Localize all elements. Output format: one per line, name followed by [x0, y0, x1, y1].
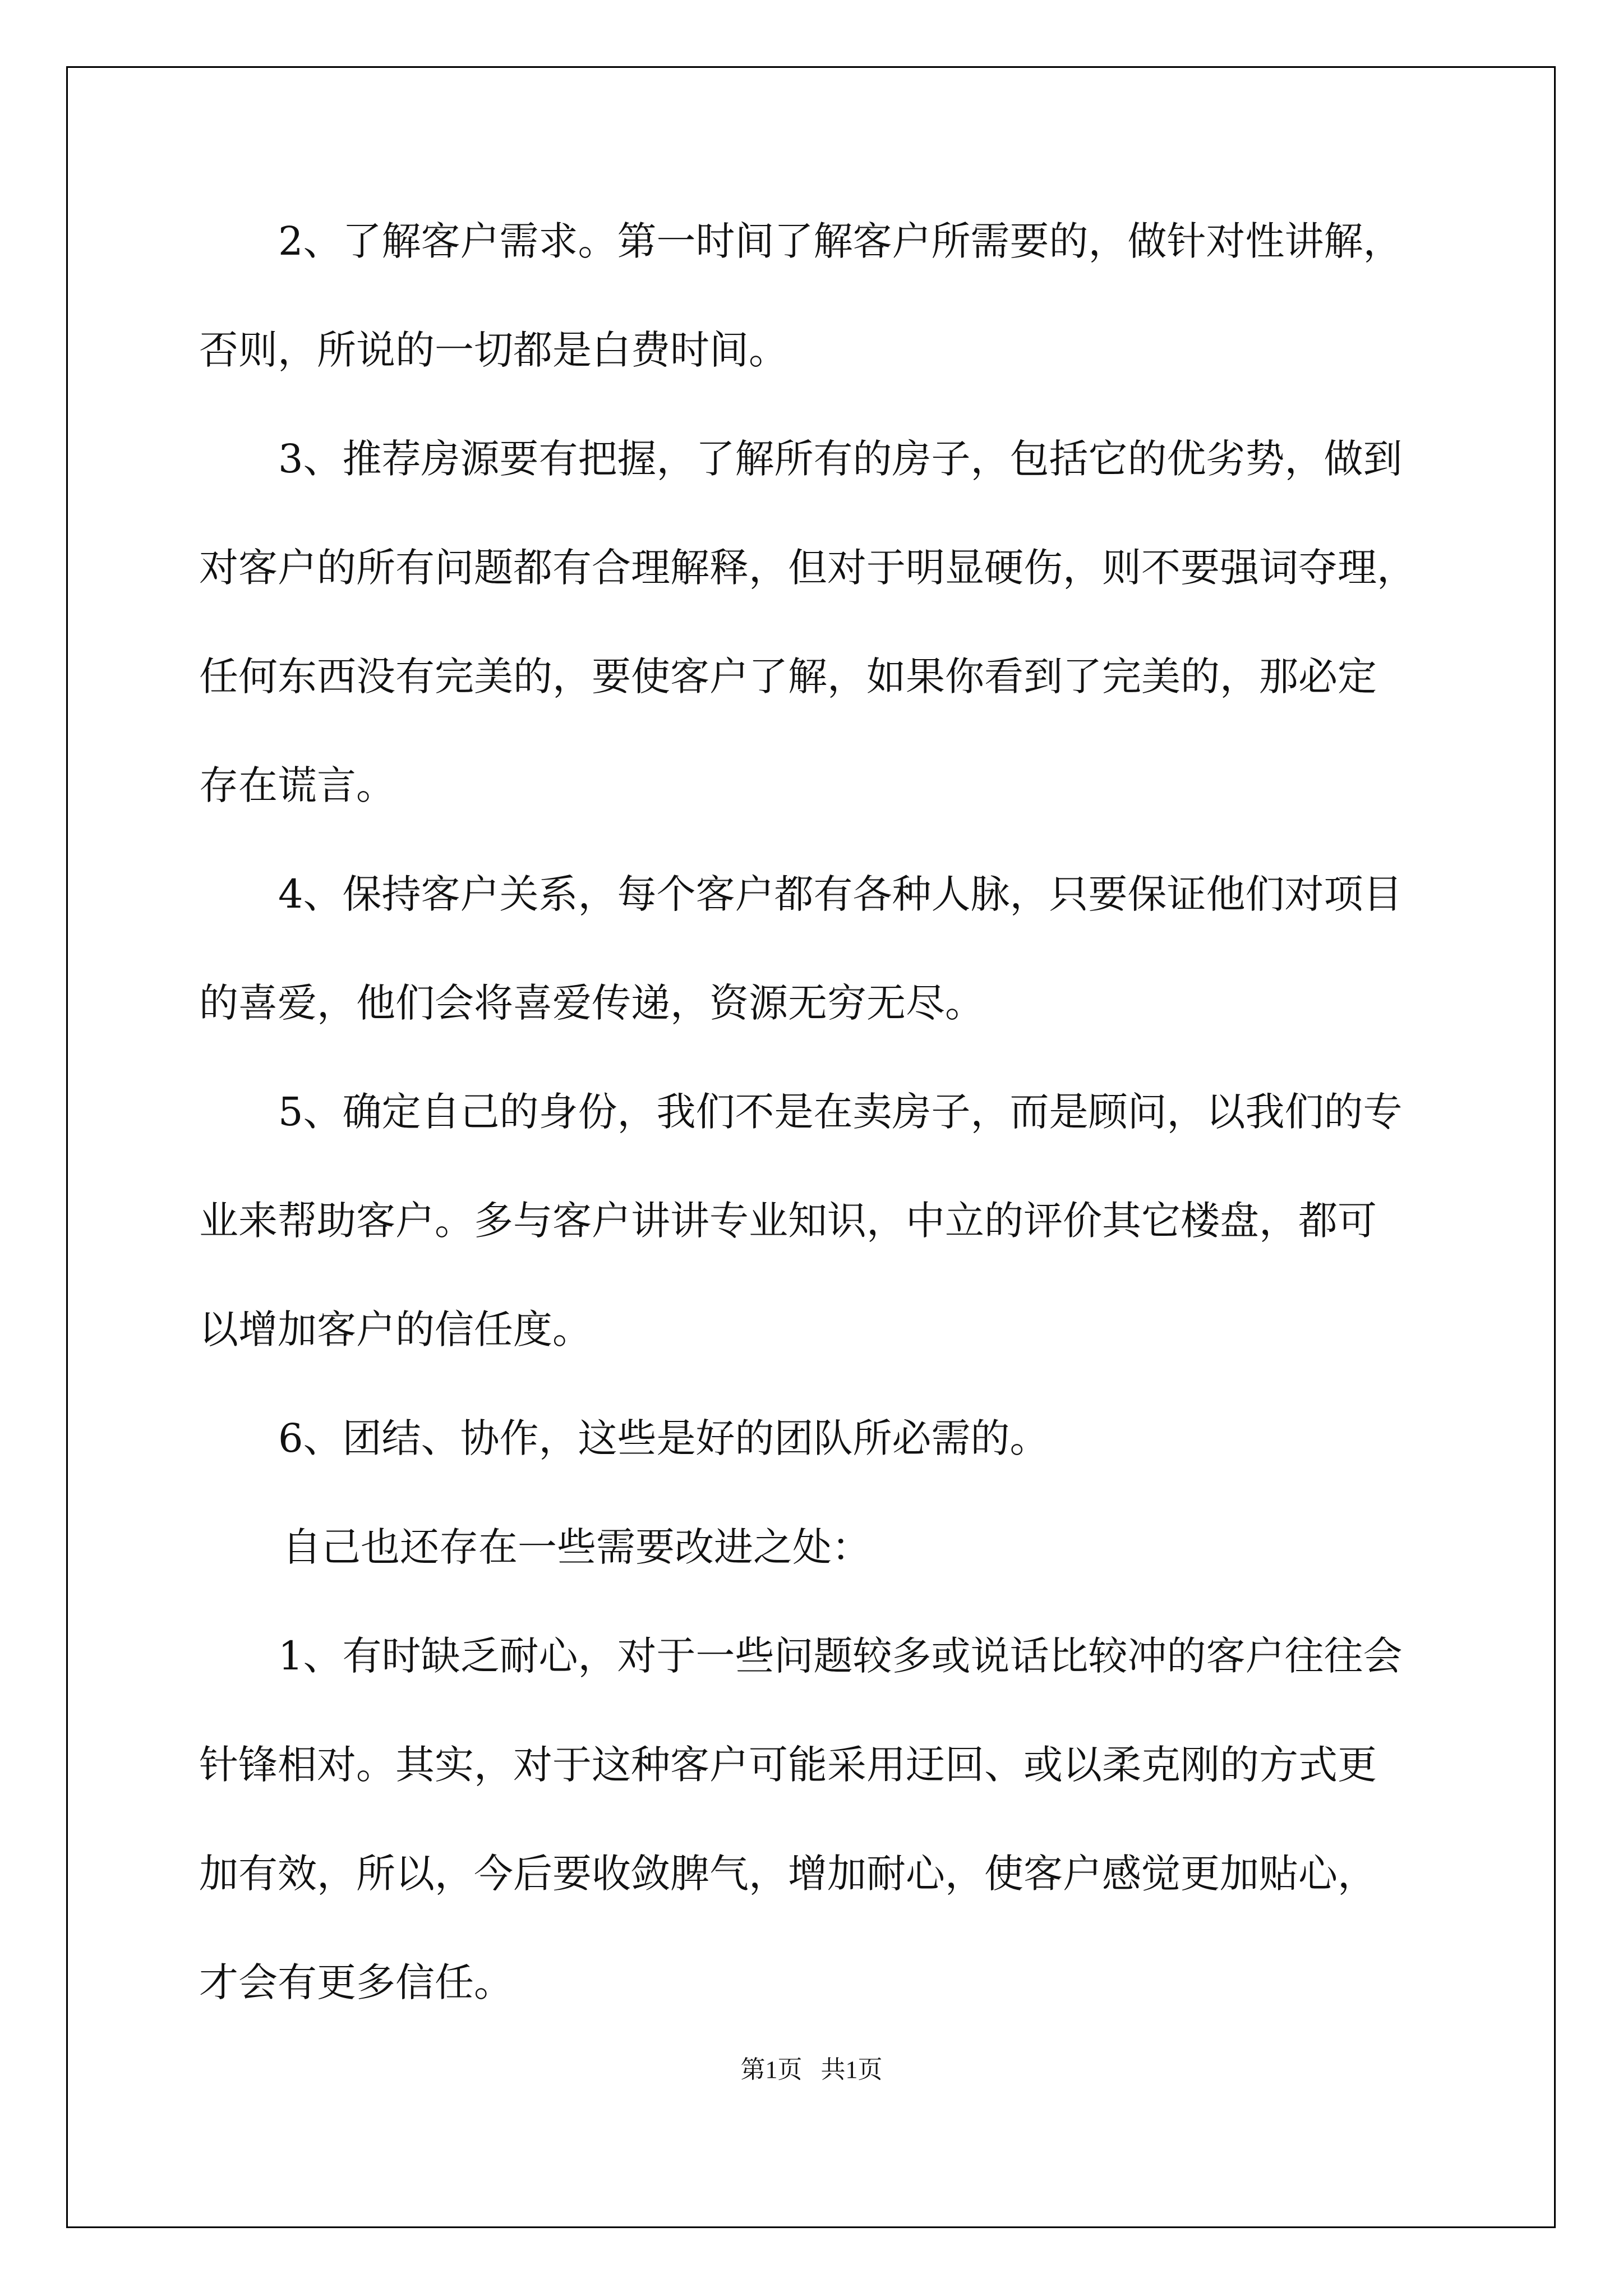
text-line: 6、团结、协作，这些是好的团队所必需的。: [278, 1415, 1049, 1461]
text-line: 存在谎言。: [199, 762, 395, 808]
text-line: 1、有时缺乏耐心，对于一些问题较多或说话比较冲的客户往往会: [278, 1633, 1403, 1679]
text-line: 才会有更多信任。: [199, 1959, 513, 2005]
document-body: [199, 218, 1433, 2072]
text-line: 的喜爱，他们会将喜爱传递，资源无穷无尽。: [199, 980, 984, 1026]
text-line: 对客户的所有问题都有合理解释，但对于明显硬伤，则不要强词夺理，: [199, 545, 1416, 591]
text-line: 任何东西没有完美的，要使客户了解，如果你看到了完美的，那必定: [199, 654, 1377, 700]
text-line: 自己也还存在一些需要改进之处：: [282, 1524, 871, 1570]
text-line: 4、保持客户关系，每个客户都有各种人脉，只要保证他们对项目: [278, 871, 1403, 917]
text-line: 2、了解客户需求。第一时间了解客户所需要的，做针对性讲解，: [278, 218, 1403, 264]
text-line: 加有效，所以，今后要收敛脾气，增加耐心，使客户感觉更加贴心，: [199, 1851, 1377, 1897]
text-line: 针锋相对。其实，对于这种客户可能采用迂回、或以柔克刚的方式更: [199, 1742, 1377, 1788]
text-line: 业来帮助客户。多与客户讲讲专业知识，中立的评价其它楼盘，都可: [199, 1198, 1377, 1244]
text-line: 3、推荐房源要有把握，了解所有的房子，包括它的优劣势，做到: [278, 436, 1403, 482]
text-line: 否则，所说的一切都是白费时间。: [199, 327, 788, 373]
text-line: 以增加客户的信任度。: [199, 1306, 592, 1352]
text-line: 5、确定自己的身份，我们不是在卖房子，而是顾问，以我们的专: [278, 1089, 1403, 1135]
page-number-footer: 第1页 共1页: [740, 2056, 883, 2083]
